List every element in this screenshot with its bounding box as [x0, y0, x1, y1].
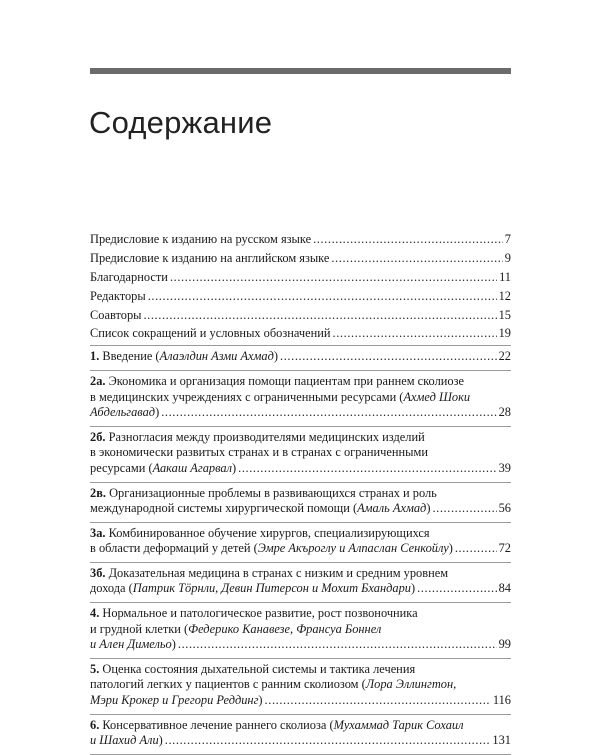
top-rule — [90, 68, 511, 74]
chapter-title-end — [90, 405, 159, 421]
chapter-number: 2а. — [90, 373, 106, 388]
chapter-title-end — [90, 733, 163, 749]
dot-leader — [280, 349, 497, 365]
toc-entry-page: 56 — [498, 501, 511, 516]
chapter-title-text: Организационные проблемы в развивающихся странах и роль — [106, 485, 437, 500]
toc-entry[interactable] — [90, 308, 511, 324]
toc-entry-line — [90, 326, 511, 342]
chapter-title-end — [90, 501, 430, 517]
toc-entry-line — [90, 251, 511, 267]
dot-leader — [148, 289, 497, 305]
chapter-title-text: в экономически развитых странах и в странах с ограниченными — [90, 445, 428, 460]
toc-chapter-last-line — [90, 501, 511, 517]
chapter-author: Лора Эллингтон, — [365, 677, 457, 692]
dot-leader — [455, 541, 497, 557]
chapter-author: и Ален Димельо — [90, 637, 172, 652]
chapter-title-tail: ) — [171, 637, 176, 652]
chapter-title-text: Консервативное лечение раннего сколиоза ( — [99, 717, 334, 732]
toc-entry-title: Соавторы — [90, 307, 142, 322]
dot-leader — [238, 461, 496, 477]
toc-chapter-entry[interactable] — [90, 562, 511, 602]
chapter-number: 2в. — [90, 485, 106, 500]
toc-entry-line — [90, 289, 511, 305]
toc-entry-page: 39 — [498, 460, 511, 475]
dot-leader — [265, 693, 491, 709]
toc-entry[interactable] — [90, 232, 511, 248]
chapter-title-text: Введение ( — [99, 349, 160, 364]
toc-chapter-line — [90, 526, 511, 542]
toc-chapter-line — [90, 677, 511, 693]
chapter-title-tail: ) — [426, 501, 431, 516]
chapter-title-text: Нормальное и патологическое развитие, рост позвоночника — [99, 606, 418, 621]
toc-entry-page: 12 — [498, 288, 511, 303]
dot-leader — [165, 733, 491, 749]
toc-chapter-line — [90, 622, 511, 638]
toc-chapter-line — [90, 718, 511, 734]
toc-entry-line — [90, 308, 511, 324]
chapter-author: Мухаммад Тарик Сохаил — [333, 717, 464, 732]
toc-entry-title: Предисловие к изданию на английском языке — [90, 250, 330, 265]
dot-leader — [432, 501, 496, 517]
dot-leader — [313, 232, 503, 248]
toc-chapter-entry[interactable] — [90, 426, 511, 482]
chapter-author: Амаль Ахмад — [357, 501, 427, 516]
toc-entry[interactable] — [90, 251, 511, 267]
dot-leader — [143, 308, 496, 324]
chapter-author: Аакаш Агарвал — [152, 460, 232, 475]
chapter-title-end — [90, 637, 176, 653]
dot-leader — [161, 405, 496, 421]
chapter-list — [90, 345, 511, 754]
chapter-title-text: дохода ( — [90, 581, 133, 596]
chapter-title-tail: ) — [231, 460, 237, 475]
chapter-title-text: Экономика и организация помощи пациентам при раннем сколиозе — [105, 373, 464, 388]
toc-chapter-line — [90, 374, 511, 390]
chapter-title-tail: ) — [410, 581, 416, 596]
toc-entry[interactable] — [90, 270, 511, 286]
dot-leader — [178, 637, 497, 653]
toc-entry-line — [90, 232, 511, 248]
chapter-author: Абдельгавад — [90, 405, 156, 420]
toc-entry-title: Благодарности — [90, 269, 168, 284]
toc-entry-page: 11 — [499, 269, 511, 284]
toc-chapter-line — [90, 486, 511, 502]
chapter-title-tail: ) — [155, 405, 160, 420]
toc-entry-page: 19 — [498, 326, 511, 341]
toc-chapter-entry[interactable] — [90, 345, 511, 370]
page-title: Содержание — [89, 104, 273, 140]
toc-chapter-last-line — [90, 349, 511, 365]
chapter-author: Патрик Тӧрнли, Девин Питерсон и Мохит Бхандари — [132, 581, 411, 596]
toc-chapter-line — [90, 445, 511, 461]
chapter-title-end — [90, 541, 453, 557]
toc-entry-line — [90, 270, 511, 286]
chapter-author: Ахмед Шоки — [403, 389, 471, 404]
toc-chapter-entry[interactable] — [90, 482, 511, 522]
toc-entry[interactable] — [90, 289, 511, 305]
toc-entry-page: 131 — [492, 733, 511, 748]
toc-chapter-last-line — [90, 541, 511, 557]
chapter-number: 5. — [90, 661, 100, 676]
chapter-title-tail: ) — [158, 733, 163, 748]
toc-entry-page: 72 — [498, 541, 511, 556]
chapter-title-end — [90, 349, 278, 365]
chapter-title-tail: ) — [258, 693, 263, 708]
chapter-title-text: Комбинированное обучение хирургов, специализирующихся — [105, 525, 430, 540]
toc-entry-page: 22 — [498, 349, 511, 364]
toc-entry-page: 28 — [498, 405, 511, 420]
chapter-title-text: патологий легких у пациентов с ранним сколиозом ( — [90, 677, 366, 692]
table-of-contents — [90, 232, 511, 755]
toc-entry-title: Список сокращений и условных обозначений — [90, 326, 331, 341]
toc-chapter-last-line — [90, 637, 511, 653]
chapter-title-tail: ) — [273, 349, 279, 364]
toc-chapter-entry[interactable] — [90, 658, 511, 714]
dot-leader — [170, 270, 497, 286]
toc-entry-page: 116 — [492, 693, 511, 708]
dot-leader — [333, 326, 497, 342]
chapter-number: 2б. — [90, 429, 106, 444]
toc-chapter-entry[interactable] — [90, 714, 511, 755]
toc-entry-page: 99 — [498, 637, 511, 652]
chapter-author: и Шахид Али — [90, 733, 159, 748]
chapter-number: 6. — [90, 717, 100, 732]
chapter-title-end — [90, 693, 263, 709]
toc-chapter-line — [90, 606, 511, 622]
chapter-title-text: Доказательная медицина в странах с низким и средним уровнем — [105, 565, 449, 580]
dot-leader — [331, 251, 502, 267]
toc-chapter-entry[interactable] — [90, 602, 511, 658]
chapter-author: Алаэлдин Азми Ахмад — [159, 349, 274, 364]
toc-chapter-last-line — [90, 405, 511, 421]
chapter-title-text: в области деформаций у детей ( — [90, 541, 258, 556]
chapter-title-tail: ) — [448, 541, 453, 556]
toc-entry-page: 7 — [504, 232, 511, 246]
chapter-title-end — [90, 461, 236, 477]
chapter-title-text: ресурсами ( — [90, 460, 153, 475]
toc-chapter-line — [90, 390, 511, 406]
toc-entry[interactable] — [90, 326, 511, 342]
toc-entry-page: 15 — [498, 307, 511, 322]
toc-chapter-line — [90, 662, 511, 678]
chapter-title-text: Оценка состояния дыхательной системы и тактика лечения — [99, 661, 416, 676]
chapter-title-text: и грудной клетки ( — [90, 621, 189, 636]
chapter-author: Эмре Акъроглу и Алпаслан Сенкойлу — [257, 541, 449, 556]
chapter-number: 3б. — [90, 565, 106, 580]
toc-entry-page: 84 — [498, 581, 511, 596]
chapter-title-end — [90, 581, 415, 597]
toc-entry-title: Предисловие к изданию на русском языке — [90, 232, 312, 246]
front-matter-list — [90, 232, 511, 342]
chapter-number: 1. — [90, 349, 100, 364]
chapter-title-text: в медицинских учреждениях с ограниченными ресурсами ( — [90, 389, 404, 404]
chapter-number: 4. — [90, 606, 100, 621]
toc-chapter-last-line — [90, 733, 511, 749]
chapter-author: Федерико Канавезе, Франсуа Боннел — [188, 621, 382, 636]
toc-chapter-entry[interactable] — [90, 370, 511, 426]
toc-chapter-last-line — [90, 461, 511, 477]
chapter-title-text: Разногласия между производителями медицинских изделий — [105, 429, 425, 444]
dot-leader — [417, 581, 497, 597]
chapter-number: 3а. — [90, 525, 106, 540]
toc-chapter-line — [90, 566, 511, 582]
toc-entry-page: 9 — [504, 250, 511, 265]
toc-chapter-line — [90, 430, 511, 446]
toc-chapter-last-line — [90, 581, 511, 597]
toc-entry-title: Редакторы — [90, 288, 146, 303]
chapter-title-text: международной системы хирургической помощи ( — [90, 501, 358, 516]
chapter-author: Мэри Крокер и Грегори Реддинг — [90, 693, 259, 708]
toc-chapter-entry[interactable] — [90, 522, 511, 562]
toc-chapter-last-line — [90, 693, 511, 709]
